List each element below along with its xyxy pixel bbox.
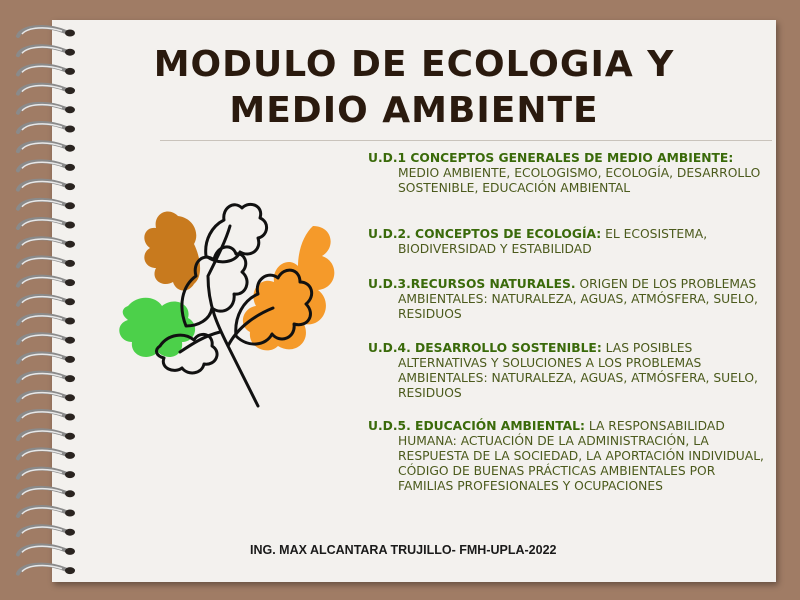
title-line-2: MEDIO AMBIENTE bbox=[229, 90, 599, 131]
title-divider bbox=[160, 140, 772, 141]
binding-hole bbox=[65, 183, 75, 190]
unit-description: LAS POSIBLES ALTERNATIVAS Y SOLUCIONES A LOS PROBLEMAS AMBIENTALES: NATURALEZA, AGUAS, ATMÓSFERA, SUELO, RESIDUOS bbox=[398, 341, 758, 400]
list-item bbox=[368, 227, 768, 257]
unit-heading: U.D.2. CONCEPTOS DE ECOLOGÍA: bbox=[368, 227, 602, 241]
binding-hole bbox=[65, 298, 75, 305]
oak-leaves-illustration bbox=[108, 196, 348, 416]
page-title bbox=[52, 42, 776, 134]
binding-hole bbox=[65, 433, 75, 440]
binding-hole bbox=[65, 548, 75, 555]
binding-hole bbox=[65, 318, 75, 325]
binding-hole bbox=[65, 414, 75, 421]
unit-heading: U.D.1 CONCEPTOS GENERALES DE MEDIO AMBIENTE: bbox=[368, 151, 734, 165]
binding-hole bbox=[65, 529, 75, 536]
unit-heading: U.D.4. DESARROLLO SOSTENIBLE: bbox=[368, 341, 602, 355]
unit-description: EL ECOSISTEMA, BIODIVERSIDAD Y ESTABILIDAD bbox=[398, 227, 708, 256]
binding-hole bbox=[65, 145, 75, 152]
binding-hole bbox=[65, 510, 75, 517]
binding-hole bbox=[65, 375, 75, 382]
binding-hole bbox=[65, 356, 75, 363]
list-item bbox=[368, 277, 768, 322]
unit-heading: U.D.3.RECURSOS NATURALES. bbox=[368, 277, 576, 291]
binding-hole bbox=[65, 394, 75, 401]
list-item bbox=[368, 151, 768, 196]
binding-hole bbox=[65, 202, 75, 209]
binding-hole bbox=[65, 241, 75, 248]
list-item bbox=[368, 341, 768, 401]
binding-hole bbox=[65, 337, 75, 344]
binding-hole bbox=[65, 490, 75, 497]
unit-description: LA RESPONSABILIDAD HUMANA: ACTUACIÓN DE LA ADMINISTRACIÓN, LA RESPUESTA DE LA SOCIEDAD, LA APORTACIÓN INDIVIDUAL, CÓDIGO DE BUENAS PRÁCTICAS AMBIENTALES POR FAMILIAS PROFESIONALES Y OCUPACIONES bbox=[398, 419, 764, 493]
unit-heading: U.D.5. EDUCACIÓN AMBIENTAL: bbox=[368, 419, 585, 433]
binding-hole bbox=[65, 279, 75, 286]
binding-hole bbox=[65, 30, 75, 37]
binding-hole bbox=[65, 452, 75, 459]
list-item bbox=[368, 419, 768, 494]
binding-hole bbox=[65, 567, 75, 574]
binding-hole bbox=[65, 471, 75, 478]
unit-description: MEDIO AMBIENTE, ECOLOGISMO, ECOLOGÍA, DESARROLLO SOSTENIBLE, EDUCACIÓN AMBIENTAL bbox=[398, 166, 761, 195]
binding-hole bbox=[65, 164, 75, 171]
binding-hole bbox=[65, 222, 75, 229]
unit-description: ORIGEN DE LOS PROBLEMAS AMBIENTALES: NATURALEZA, AGUAS, ATMÓSFERA, SUELO, RESIDUOS bbox=[398, 277, 758, 321]
author-footer: ING. MAX ALCANTARA TRUJILLO- FMH-UPLA-2022 bbox=[250, 543, 557, 557]
binding-hole bbox=[65, 260, 75, 267]
title-line-1: MODULO DE ECOLOGIA Y bbox=[153, 44, 675, 85]
